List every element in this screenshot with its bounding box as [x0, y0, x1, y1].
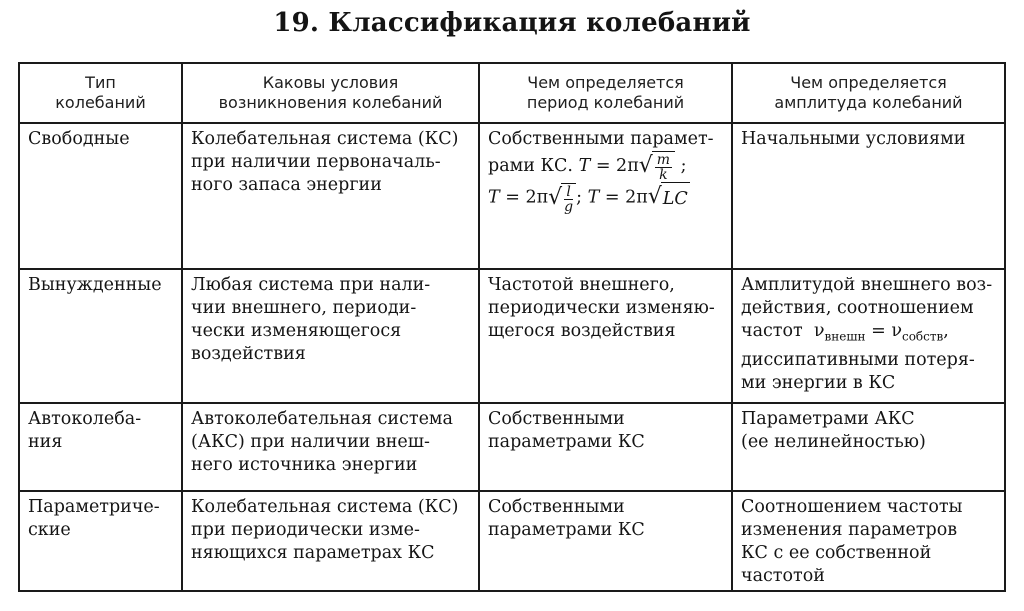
- page-title: 19. Классификация колебаний: [273, 8, 751, 38]
- cell-type: Вынужденные: [19, 269, 182, 403]
- cell-amplitude: Параметрами АКС (ее нелинейностью): [732, 403, 1005, 491]
- cell-amplitude: Начальными условиями: [732, 123, 1005, 269]
- header-conditions: Каковы условия возникновения колебаний: [182, 63, 479, 123]
- header-amplitude: Чем определяется амплитуда колебаний: [732, 63, 1005, 123]
- sqrt-lc: √ LC: [648, 182, 690, 214]
- header-row: [19, 63, 1005, 123]
- cell-period: Собственными парамет- рами КС. T = 2π √ $\frac{m}{k}$ ; T = 2π √ $\frac{l}{g}$ ; T = 2π √ LC: [479, 123, 732, 269]
- formula-line-1: рами КС. T = 2π √ $\frac{m}{k}$ ;: [488, 152, 687, 183]
- cell-period: Собственными параметрами КС: [479, 491, 732, 591]
- sqrt-l-over-g: √ $\frac{l}{g}$: [548, 183, 576, 214]
- header-period: Чем определяется период колебаний: [479, 63, 732, 123]
- cell-conditions: Колебательная система (КС) при наличии первоначаль- ного запаса энергии: [182, 123, 479, 269]
- cell-type: Свободные: [19, 123, 182, 269]
- cell-period: Собственными параметрами КС: [479, 403, 732, 491]
- formula-line-2: T = 2π √ $\frac{l}{g}$ ; T = 2π √ LC: [488, 183, 688, 215]
- cell-conditions: Любая система при нали- чии внешнего, периоди- чески изменяющегося воздействия: [182, 269, 479, 403]
- table-row-forced: [19, 269, 1005, 403]
- table-row-free: [19, 123, 1005, 269]
- cell-conditions: Колебательная система (КС) при периодически изме- няющихся параметрах КС: [182, 491, 479, 591]
- table-row-auto: [19, 403, 1005, 491]
- table-row-param: [19, 491, 1005, 591]
- cell-conditions: Автоколебательная система (АКС) при наличии внеш- него источника энергии: [182, 403, 479, 491]
- cell-amplitude: Амплитудой внешнего воз- действия, соотношением частот $\nu_{внешн} = \nu_{собств}$, диссипативными потеря- ми энергии в КС: [732, 269, 1005, 403]
- cell-type: Автоколеба- ния: [19, 403, 182, 491]
- header-type: Тип колебаний: [19, 63, 182, 123]
- cell-amplitude: Соотношением частоты изменения параметров КС с ее собственной частотой: [732, 491, 1005, 591]
- frequency-ratio-line: частот $\nu_{внешн} = \nu_{собств}$,: [741, 321, 949, 344]
- classification-table: [18, 62, 1006, 592]
- sqrt-m-over-k: √ $\frac{m}{k}$: [639, 151, 675, 182]
- cell-period: Частотой внешнего, периодически изменяю- щегося воздействия: [479, 269, 732, 403]
- cell-type: Параметриче- ские: [19, 491, 182, 591]
